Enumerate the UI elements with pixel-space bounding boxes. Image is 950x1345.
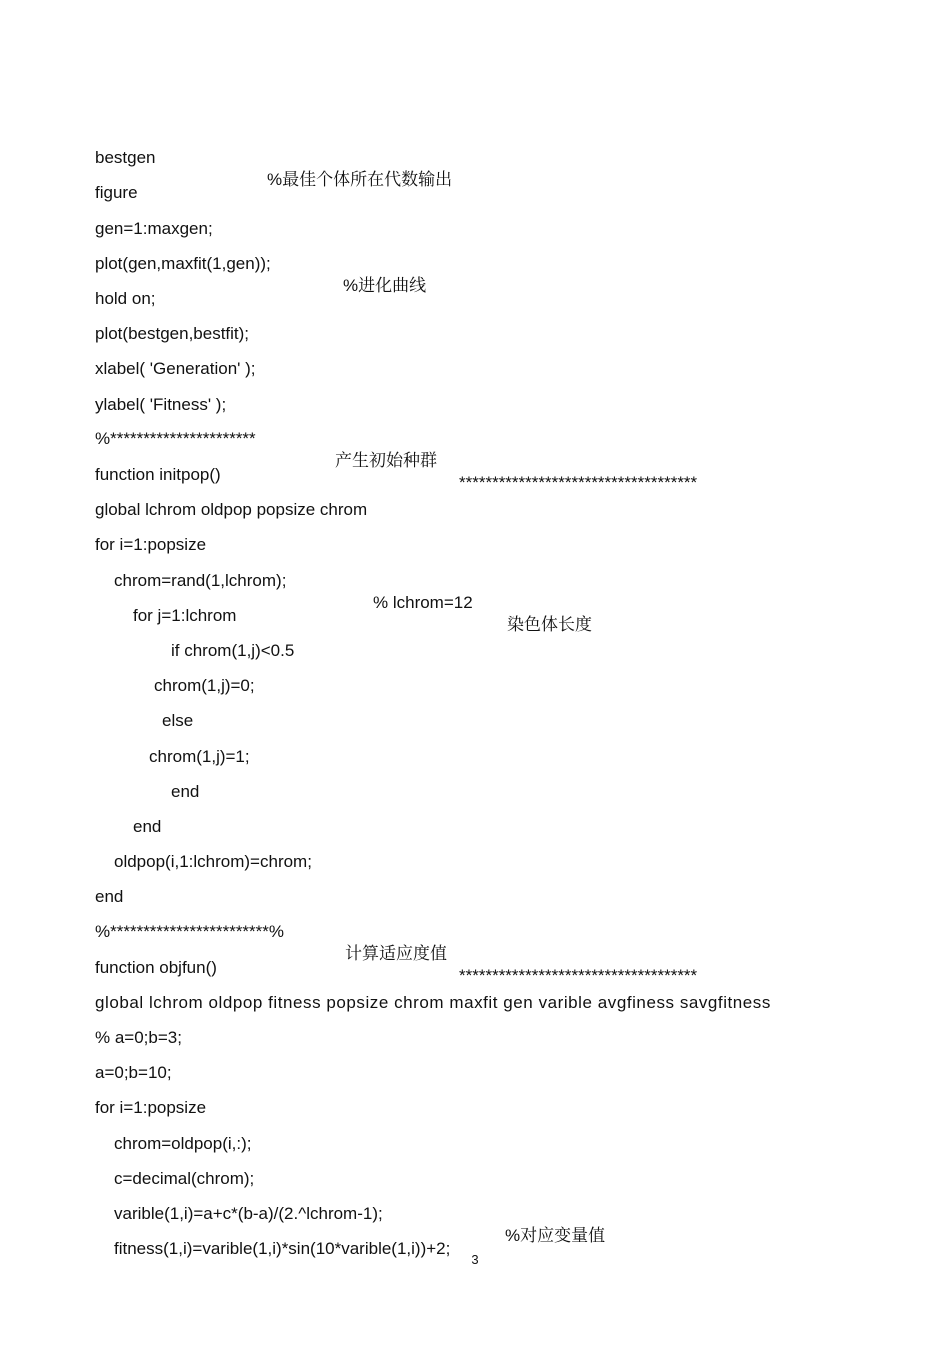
code-text: xlabel( 'Generation' ); (95, 359, 256, 378)
code-text: gen=1:maxgen; (95, 219, 213, 238)
code-comment: % lchrom=12 (373, 593, 473, 612)
code-line (95, 1216, 451, 1258)
code-text: function initpop() (95, 465, 221, 484)
code-line (95, 794, 162, 836)
code-text: ylabel( 'Fitness' ); (95, 395, 227, 414)
code-line (95, 266, 156, 308)
code-comment: % a=0;b=3; (95, 1028, 182, 1047)
code-text: global lchrom oldpop popsize chrom (95, 500, 368, 519)
code-text: if chrom(1,j)<0.5 (171, 641, 295, 660)
code-line (95, 688, 194, 730)
code-comment: %最佳个体所在代数输出 (267, 170, 453, 189)
code-text: chrom(1,j)=0; (154, 676, 255, 695)
code-text: oldpop(i,1:lchrom)=chrom; (114, 852, 312, 871)
code-text: for j=1:lchrom (133, 606, 237, 625)
code-text: fitness(1,i)=varible(1,i)*sin(10*varible(1,i))+2; (114, 1239, 451, 1258)
code-text: global lchrom oldpop fitness popsize chrom maxfit gen varible avgfiness savgfitness (95, 993, 771, 1012)
code-line (95, 196, 213, 238)
code-text: plot(bestgen,bestfit); (95, 324, 250, 343)
code-line (95, 618, 295, 660)
code-line (95, 1005, 182, 1047)
code-text: for i=1:popsize (95, 1098, 207, 1117)
code-text: hold on; (95, 289, 156, 308)
code-text: function objfun() (95, 958, 217, 977)
code-line (95, 231, 427, 295)
separator-stars-left: %********************** (95, 429, 256, 448)
code-text: plot(gen,maxfit(1,gen)); (95, 254, 271, 273)
code-text: chrom=oldpop(i,:); (114, 1134, 252, 1153)
code-line (95, 1040, 172, 1082)
code-line (95, 512, 207, 554)
code-line (95, 160, 138, 202)
code-text: c=decimal(chrom); (114, 1169, 255, 1188)
code-line (95, 1111, 252, 1153)
section-title: 产生初始种群 (335, 451, 437, 470)
code-text: bestgen (95, 148, 156, 167)
code-text: a=0;b=10; (95, 1063, 172, 1082)
code-text: chrom(1,j)=1; (149, 747, 250, 766)
code-text: varible(1,i)=a+c*(b-a)/(2.^lchrom-1); (114, 1204, 383, 1223)
code-comment-cn: 染色体长度 (507, 615, 592, 634)
separator-stars-right: ************************************ (459, 473, 698, 492)
code-line (95, 336, 256, 378)
code-line (95, 653, 255, 695)
code-comment: %对应变量值 (505, 1226, 606, 1245)
code-line (95, 372, 227, 414)
code-text: figure (95, 183, 138, 202)
code-text: end (95, 887, 124, 906)
code-line (95, 301, 250, 343)
code-line (95, 970, 771, 1012)
page-number: 3 (471, 1252, 479, 1267)
separator-stars-left: %************************% (95, 922, 285, 941)
code-line (95, 724, 250, 766)
code-text: for i=1:popsize (95, 535, 207, 554)
separator-stars-right: ************************************ (459, 966, 698, 985)
code-line (95, 829, 312, 871)
code-line (95, 759, 200, 801)
code-line (95, 477, 368, 519)
code-text: end (133, 817, 162, 836)
code-line (95, 1146, 255, 1188)
code-line (95, 125, 453, 189)
code-line (95, 1181, 606, 1245)
code-line (95, 864, 124, 906)
code-comment: %进化曲线 (343, 276, 427, 295)
code-line (95, 1075, 207, 1117)
code-line (95, 935, 217, 977)
code-text: else (162, 711, 194, 730)
section-title: 计算适应度值 (345, 944, 447, 963)
code-line (95, 583, 237, 625)
code-line (95, 442, 221, 484)
code-text: chrom=rand(1,lchrom); (114, 571, 287, 590)
code-text: end (171, 782, 200, 801)
